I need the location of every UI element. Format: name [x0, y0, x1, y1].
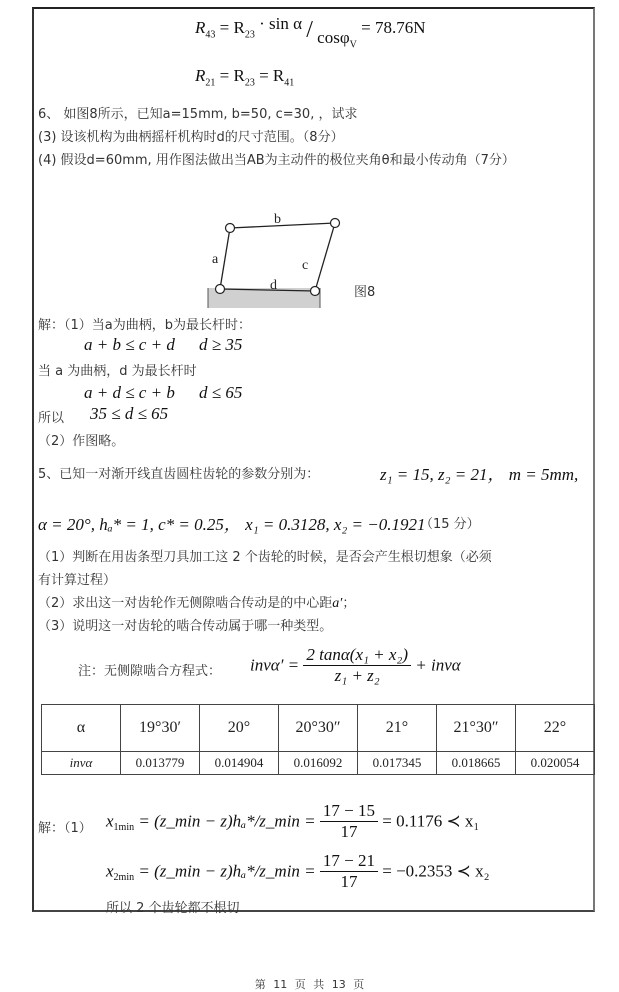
table-header-cell: 20° [200, 705, 279, 752]
q5-solution-conclusion: 所以 2 个齿轮都不根切 [106, 901, 240, 916]
equation-r21: $R_{21} = R_{23} = R_{41}$ [195, 66, 295, 89]
q6-part4: (4) 假设d=60mm, 用作图法做出当AB为主动件的极位夹角θ和最小传动角（7分） [38, 153, 515, 168]
q6-solution-line2: 当 a 为曲柄，d 为最长杆时 [38, 364, 197, 379]
q6-ineq2-result: d ≤ 65 [199, 383, 243, 402]
table-cell: 0.017345 [358, 752, 437, 775]
q6-ineq1: a + b ≤ c + d [84, 335, 175, 354]
label-b: b [274, 212, 281, 227]
table-cell: 0.014904 [200, 752, 279, 775]
table-header-cell: 21°30″ [437, 705, 516, 752]
q5-solution-row1: $x_{1min}$ = (z_min − z)hₐ*/z_min = $\frac{17 - 15}{17}$ = 0.1176 ≺ x₁ [106, 801, 480, 841]
table-header-cell: 22° [516, 705, 595, 752]
q6-conclusion: 35 ≤ d ≤ 65 [90, 404, 169, 423]
table-row-alpha [42, 705, 595, 752]
joint-c-ground [311, 287, 320, 296]
q6-part2: （2）作图略。 [38, 434, 125, 449]
q6-title: 6、 如图8所示，已知a=15mm, b=50, c=30, ，试求 [38, 107, 358, 122]
row1-fraction: $\frac{17 - 15}{17}$ [320, 801, 378, 842]
table-cell: 0.018665 [437, 752, 516, 775]
joint-bc [331, 219, 340, 228]
equation-r43: $R_{43} = R_{23} \cdot \sin \alpha / \cos\varphi_V = 78.76N$ [195, 14, 426, 51]
joint-ab [226, 224, 235, 233]
note-label: 注：无侧隙啮合方程式： [78, 664, 222, 679]
q5-solution-label: 解：（1） [38, 821, 92, 836]
label-d: d [270, 278, 277, 293]
q5-part1-cont: 有计算过程） [38, 573, 117, 588]
figure-caption: 图8 [354, 285, 376, 300]
q5-score: （15 分） [420, 517, 480, 532]
note-formula: invα′ = $\frac{\text{2 tanα(x₁ + x₂)}}{\text{z₁ + z₂}}$ + invα [250, 645, 461, 685]
joint-a-ground [216, 285, 225, 294]
table-cell: 0.020054 [516, 752, 595, 775]
table-header-cell: 19°30′ [121, 705, 200, 752]
page-footer: 第 11 页 共 13 页 [254, 978, 365, 991]
q5-solution-row2: $x_{2min}$ = (z_min − z)hₐ*/z_min = $\frac{17 - 21}{17}$ = −0.2353 ≺ x₂ [106, 851, 490, 891]
q5-title: 5、已知一对渐开线直齿圆柱齿轮的参数分别为： [38, 467, 320, 482]
q5-part2: （2）求出这一对齿轮作无侧隙啮合传动是的中心距a′； [38, 596, 356, 611]
q6-part3: (3) 设该机构为曲柄摇杆机构时d的尺寸范围。（8分） [38, 130, 344, 145]
q6-ineq1-result: d ≥ 35 [199, 335, 243, 354]
q6-solution-line1: 解：（1）当a为曲柄，b为最长杆时： [38, 318, 251, 333]
table-cell: 0.013779 [121, 752, 200, 775]
q5-params-line1: z₁ = 15, z₂ = 21， m = 5mm, [380, 465, 579, 484]
label-a: a [212, 252, 219, 267]
table-row-inv [42, 752, 595, 775]
q5-part3: （3）说明这一对齿轮的啮合传动属于哪一种类型。 [38, 619, 333, 634]
row2-fraction: $\frac{17 - 21}{17}$ [320, 851, 378, 892]
table-cell: 0.016092 [279, 752, 358, 775]
q6-ineq2: a + d ≤ c + b [84, 383, 175, 402]
table-cell: invα [42, 752, 121, 775]
q6-conclusion-label: 所以 [38, 411, 65, 426]
q5-params-line2: α = 20°, hₐ* = 1, c* = 0.25， x₁ = 0.3128, x₂ = −0.1921 [38, 515, 426, 534]
q5-part1: （1）判断在用齿条型刀具加工这 2 个齿轮的时候，是否会产生根切想象（必须 [38, 550, 492, 565]
label-c: c [302, 258, 309, 273]
table-header-cell: 20°30″ [279, 705, 358, 752]
table-header-cell: α [42, 705, 121, 752]
inv-alpha-table [41, 704, 595, 775]
note-fraction: $\frac{\text{2 tanα(x₁ + x₂)}}{\text{z₁ + z₂}}$ [303, 645, 411, 686]
table-header-cell: 21° [358, 705, 437, 752]
